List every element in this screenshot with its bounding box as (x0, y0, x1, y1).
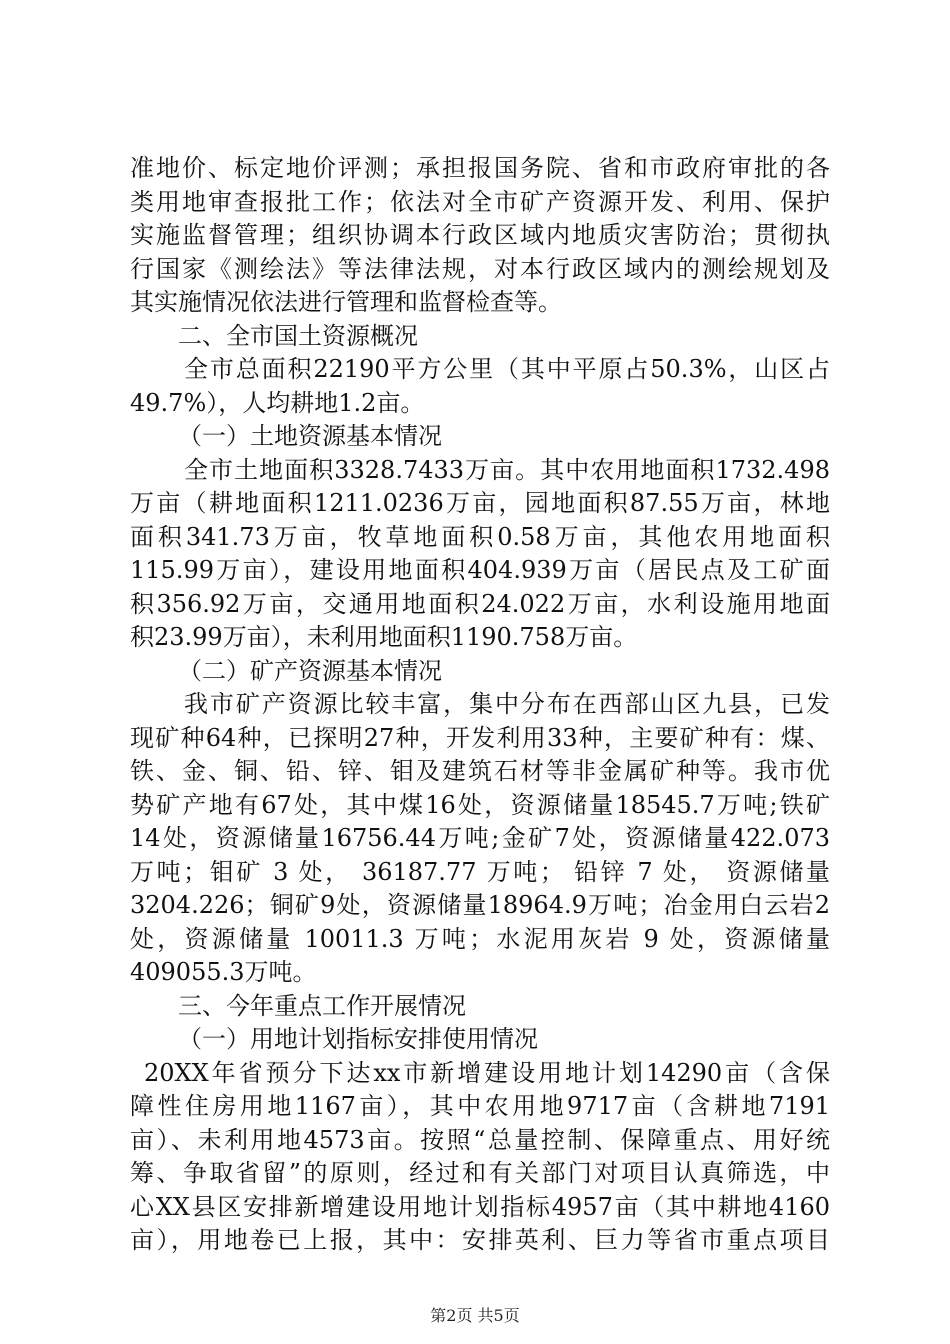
text-line: 积23.99万亩），未利用地面积1190.758万亩。 (130, 623, 638, 651)
text-line: 现矿种64种，已探明27种，开发利用33种，主要矿种有：煤、 (130, 723, 830, 752)
text-line: 准地价、标定地价评测；承担报国务院、省和市政府审批的各 (130, 154, 830, 182)
text-line: 其实施情况依法进行管理和监督检查等。 (130, 288, 562, 316)
text-line: 势矿产地有67处，其中煤16处，资源储量18545.7万吨;铁矿 (130, 790, 830, 819)
text-line: 处，资源储量 10011.3 万吨；水泥用灰岩 9 处，资源储量 (130, 924, 830, 953)
text-line: 实施监督管理；组织协调本行政区域内地质灾害防治；贯彻执 (130, 221, 830, 249)
text-line: 亩）、未利用地4573亩。按照“总量控制、保障重点、用好统 (130, 1125, 830, 1154)
text-line: 万亩（耕地面积1211.0236万亩，园地面积87.55万亩，林地 (130, 489, 830, 517)
document-body (130, 152, 830, 1258)
text-line: 心XX县区安排新增建设用地计划指标4957亩（其中耕地4160 (130, 1192, 830, 1221)
text-line: 3204.226；铜矿9处，资源储量18964.9万吨；冶金用白云岩2 (130, 891, 830, 919)
text-line: 我市矿产资源比较丰富，集中分布在西部山区九县，已发 (184, 690, 830, 718)
text-line: 全市土地面积3328.7433万亩。其中农用地面积1732.498 (184, 455, 830, 484)
subsection-heading: （一）用地计划指标安排使用情况 (178, 1025, 538, 1053)
text-line: 409055.3万吨。 (130, 958, 317, 986)
text-line: 14处，资源储量16756.44万吨;金矿7处，资源储量422.073 (130, 824, 830, 852)
text-line: 行国家《测绘法》等法律法规，对本行政区域内的测绘规划及 (130, 254, 830, 283)
text-line: 类用地审查报批工作；依法对全市矿产资源开发、利用、保护 (130, 187, 830, 216)
text-line: 面积341.73万亩，牧草地面积0.58万亩，其他农用地面积 (130, 522, 830, 551)
text-line: 全市总面积22190平方公里（其中平原占50.3%，山区占 (184, 355, 830, 383)
section-heading: 二、全市国土资源概况 (178, 321, 418, 350)
text-line: 障性住房用地1167亩），其中农用地9717亩（含耕地7191 (130, 1092, 830, 1120)
text-line: 亩），用地卷已上报，其中：安排英利、巨力等省市重点项目 (130, 1226, 830, 1254)
subsection-heading: （一）土地资源基本情况 (178, 422, 442, 450)
subsection-heading: （二）矿产资源基本情况 (178, 656, 442, 685)
text-line: 筹、争取省留”的原则，经过和有关部门对项目认真筛选，中 (130, 1159, 830, 1187)
text-line: 万吨；钼矿 3 处， 36187.77 万吨； 铅锌 7 处， 资源储量 (130, 857, 830, 886)
page-footer: 第2页 共5页 (430, 1306, 520, 1325)
section-heading: 三、今年重点工作开展情况 (178, 991, 466, 1020)
text-line: 115.99万亩），建设用地面积404.939万亩（居民点及工矿面 (130, 556, 830, 584)
text-line: 49.7%），人均耕地1.2亩。 (130, 388, 425, 417)
text-line: 积356.92万亩，交通用地面积24.022万亩，水利设施用地面 (130, 589, 830, 618)
text-line: 铁、金、铜、铅、锌、钼及建筑石材等非金属矿种等。我市优 (130, 757, 830, 785)
text-line: 20XX年省预分下达xx市新增建设用地计划14290亩（含保 (144, 1058, 830, 1087)
